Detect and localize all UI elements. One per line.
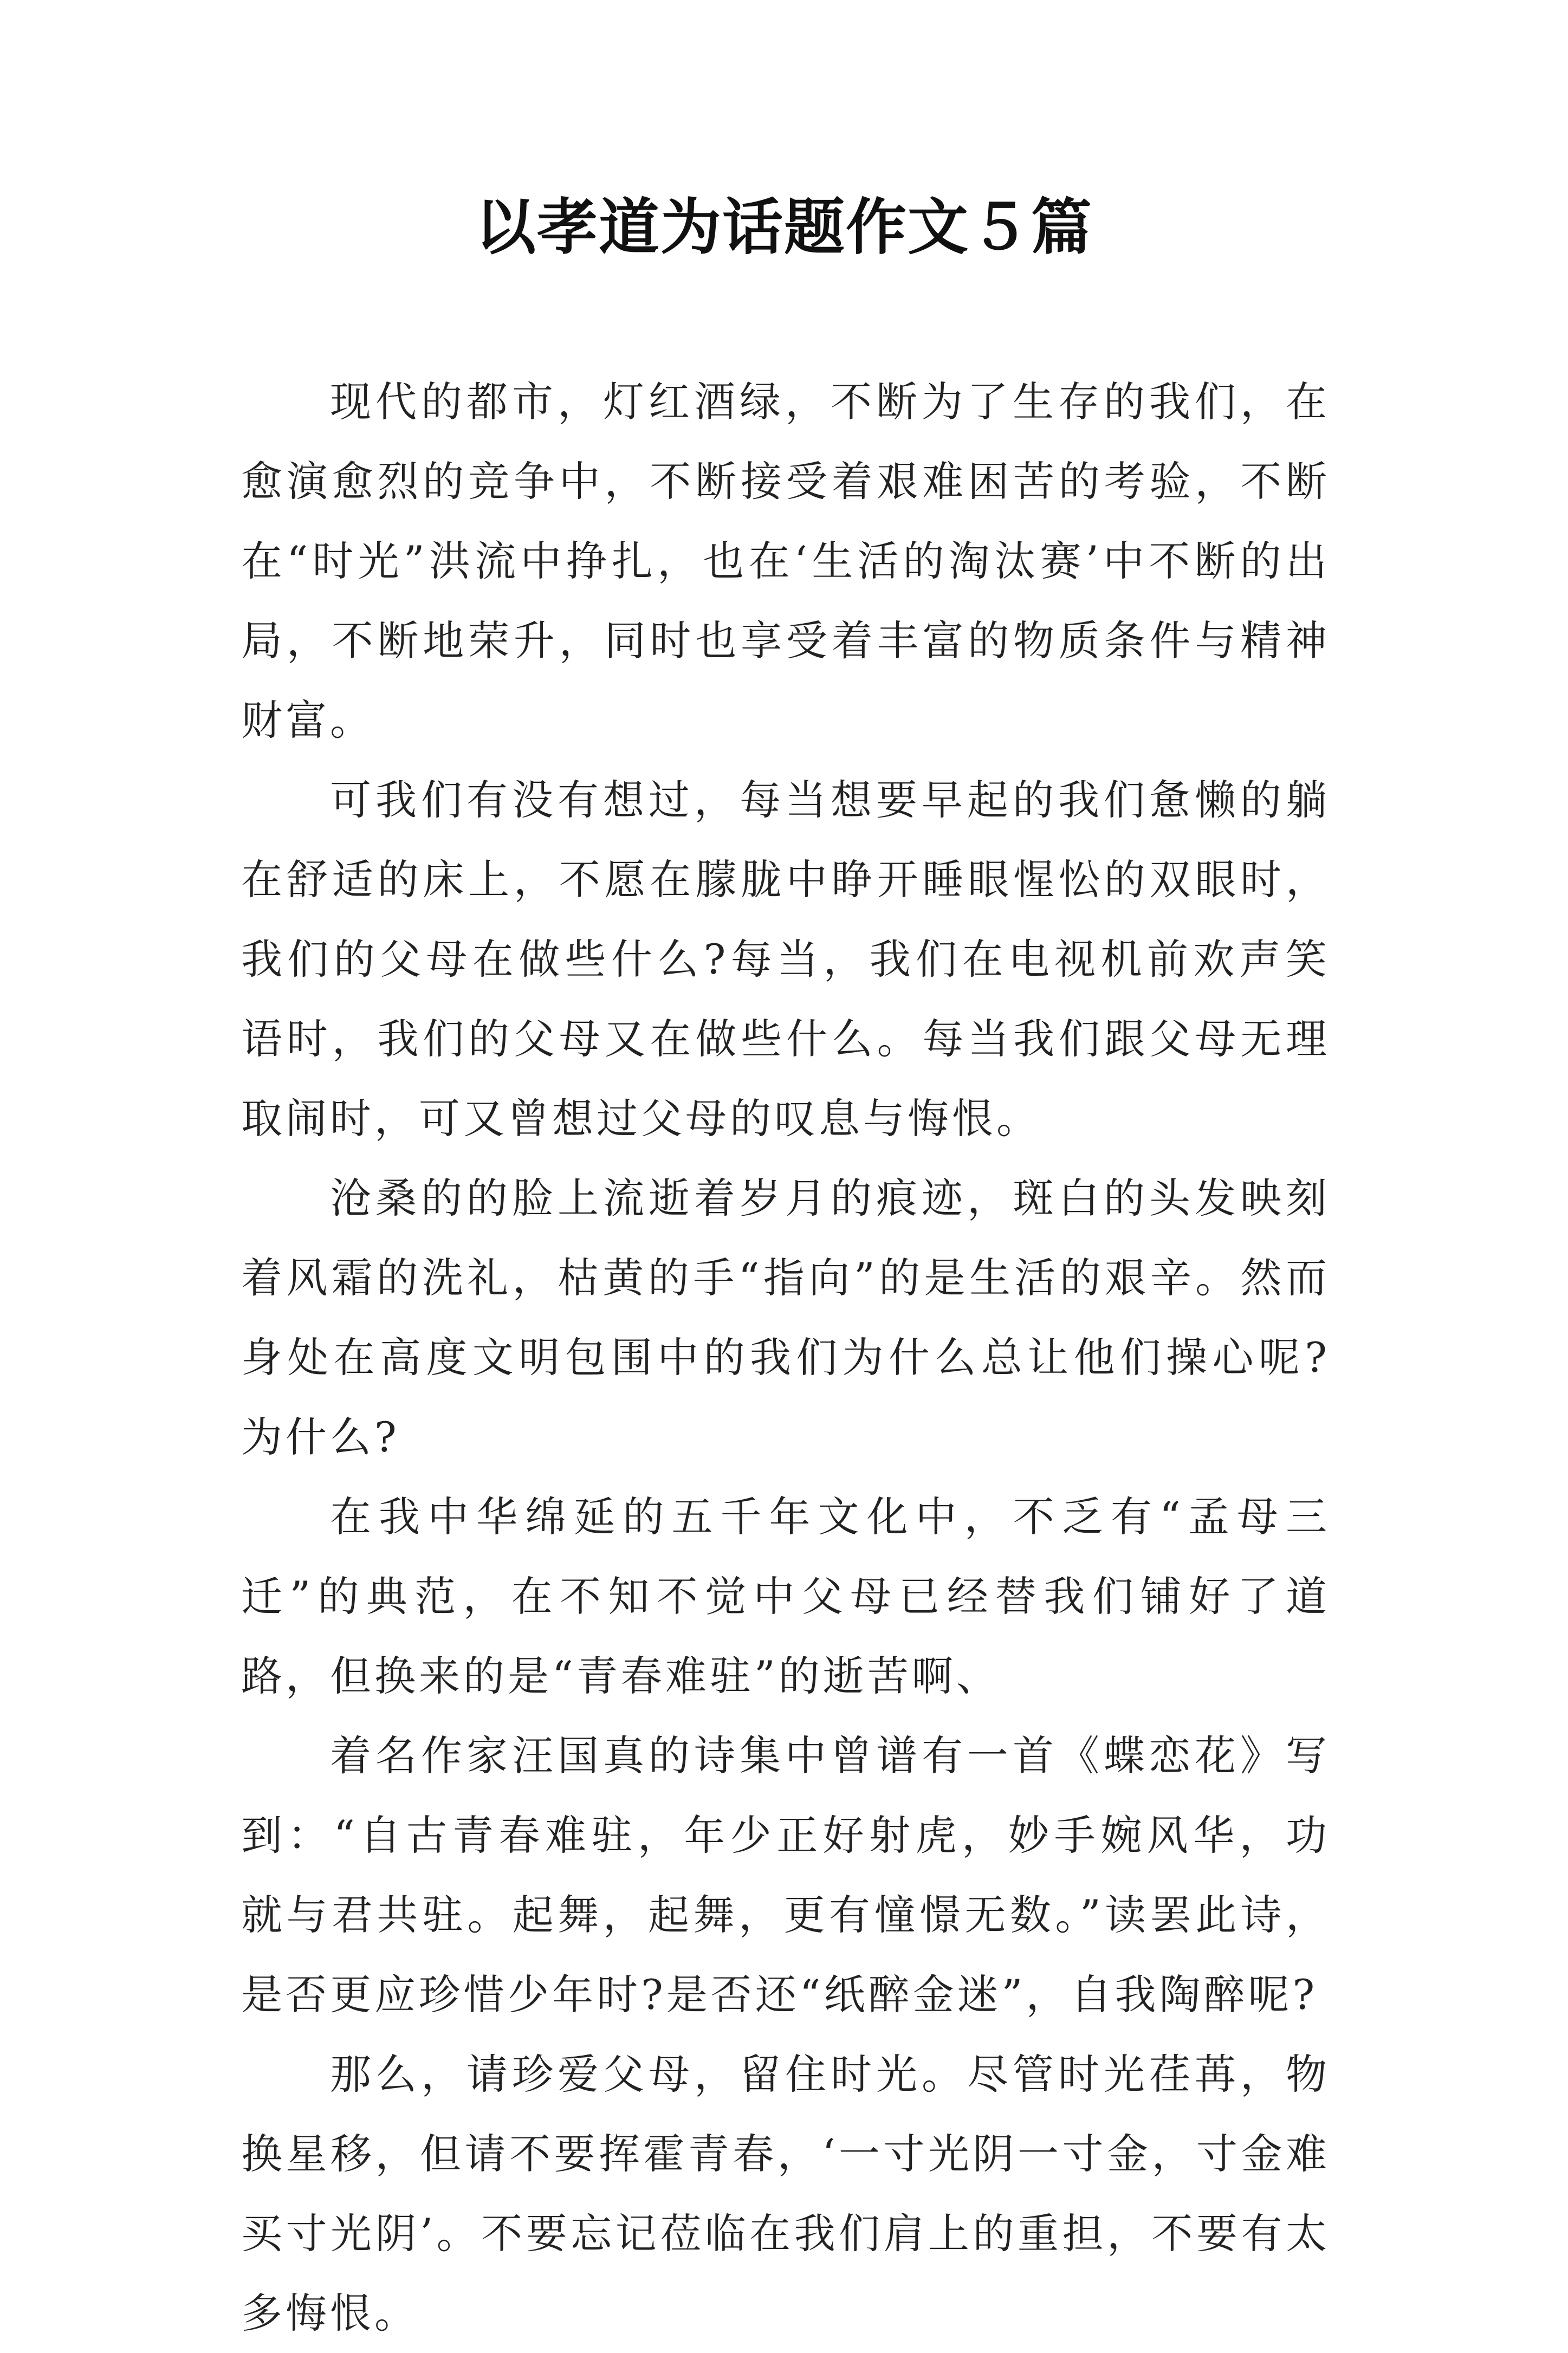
paragraph: 沧桑的的脸上流逝着岁月的痕迹，斑白的头发映刻着风霜的洗礼，枯黄的手“指向”的是生活的艰辛。然而身处在高度文明包围中的我们为什么总让他们操心呢?为什么? <box>241 1174 1330 1461</box>
paragraph: 那么，请珍爱父母，留住时光。尽管时光荏苒，物换星移，但请不要挥霍青春，‘一寸光阴一寸金，寸金难买寸光阴’。不要忘记莅临在我们肩上的重担，不要有太多悔恨。 <box>241 2050 1330 2337</box>
paragraph: 在我中华绵延的五千年文化中，不乏有“孟母三迁”的典范，在不知不觉中父母已经替我们铺好了道路，但换来的是“青春难驻”的逝苦啊、 <box>241 1493 1330 1700</box>
document-body <box>241 362 1330 2353</box>
paragraph: 着名作家汪国真的诗集中曾谱有一首《蝶恋花》写到：“自古青春难驻，年少正好射虎，妙手婉风华，功就与君共驻。起舞，起舞，更有憧憬无数。”读罢此诗，是否更应珍惜少年时?是否还“纸醉金迷”，自我陶醉呢? <box>241 1732 1330 2019</box>
document-title: 以孝道为话题作文５篇 <box>475 192 1093 263</box>
paragraph: 可我们有没有想过，每当想要早起的我们惫懒的躺在舒适的床上，不愿在朦胧中睁开睡眼惺忪的双眼时，我们的父母在做些什么?每当，我们在电视机前欢声笑语时，我们的父母又在做些什么。每当我们跟父母无理取闹时，可又曾想过父母的叹息与悔恨。 <box>241 776 1330 1143</box>
paragraph: 现代的都市，灯红酒绿，不断为了生存的我们，在愈演愈烈的竞争中，不断接受着艰难困苦的考验，不断在“时光”洪流中挣扎，也在‘生活的淘汰赛’中不断的出局，不断地荣升，同时也享受着丰富的物质条件与精神财富。 <box>241 378 1330 744</box>
